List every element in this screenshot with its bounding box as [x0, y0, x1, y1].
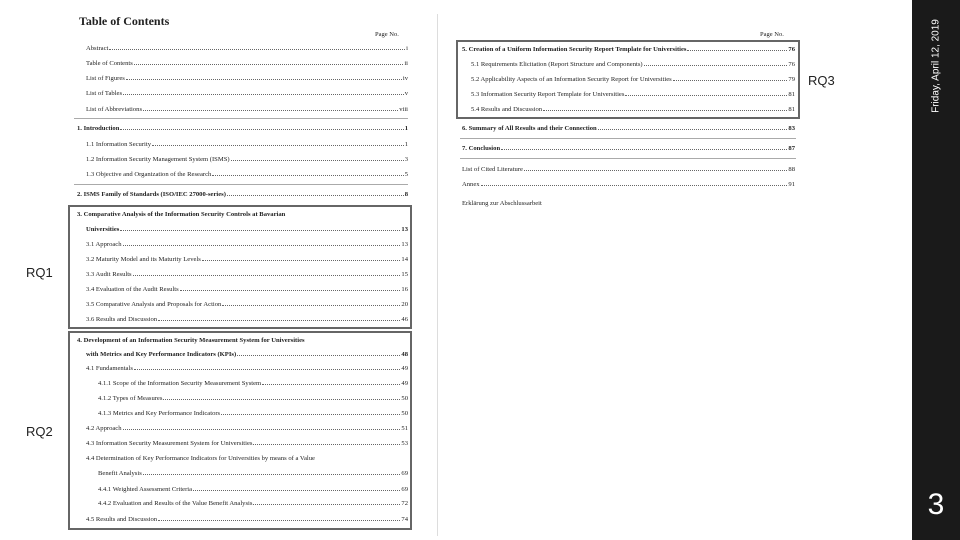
toc-entry-3-2[interactable]: [86, 255, 408, 265]
toc-entry-label: 5.2 Applicability Aspects of an Information Security Report for Universities: [471, 76, 672, 83]
leader-dots: [163, 399, 400, 400]
toc-entry-chapter-7[interactable]: [462, 144, 795, 154]
column-divider: [437, 14, 438, 536]
toc-entry-label: 5. Creation of a Uniform Information Security Report Template for Universities: [462, 46, 687, 53]
toc-entry-label: 1.1 Information Security: [86, 141, 152, 148]
toc-entry-cited-literature[interactable]: [462, 165, 795, 175]
leader-dots: [644, 65, 788, 66]
toc-entry-5-1[interactable]: [471, 60, 795, 70]
toc-entry-declaration[interactable]: Erklärung zur Abschlussarbeit: [462, 200, 542, 207]
section-separator: [460, 138, 796, 139]
section-separator: [74, 118, 408, 119]
toc-entry-page: 16: [401, 286, 408, 293]
toc-entry-4-1[interactable]: [86, 364, 408, 374]
toc-entry-page: 1: [404, 125, 408, 132]
toc-entry-page: 50: [401, 410, 408, 417]
toc-entry-label: List of Figures: [86, 75, 125, 82]
toc-entry-1-2[interactable]: [86, 155, 408, 165]
toc-entry-label: 7. Conclusion: [462, 145, 501, 152]
leader-dots: [134, 64, 404, 65]
toc-entry-page: 88: [788, 166, 795, 173]
toc-chapter-4-heading[interactable]: 4. Development of an Information Security Measurement System for Universities: [77, 337, 305, 344]
leader-dots: [221, 414, 400, 415]
toc-entry-label: 5.3 Information Security Report Template for Universities: [471, 91, 625, 98]
leader-dots: [120, 230, 400, 231]
leader-dots: [134, 369, 401, 370]
toc-entry-label: List of Tables: [86, 90, 123, 97]
section-separator: [460, 158, 796, 159]
leader-dots: [253, 504, 400, 505]
leader-dots: [227, 195, 404, 196]
toc-entry-4-1-3[interactable]: [98, 409, 408, 419]
toc-entry-label: Annex: [462, 181, 480, 188]
leader-dots: [212, 175, 403, 176]
leader-dots: [598, 129, 788, 130]
toc-entry-label: 1. Introduction: [77, 125, 120, 132]
toc-entry-4-2[interactable]: [86, 424, 408, 434]
toc-entry-page: 48: [401, 351, 408, 358]
toc-entry-5-2[interactable]: [471, 75, 795, 85]
toc-entry-page: iv: [402, 75, 408, 82]
rq3-label: RQ3: [808, 73, 835, 88]
toc-entry-4-4[interactable]: [98, 469, 408, 479]
toc-entry-label: Abstract: [86, 45, 109, 52]
toc-chapter-3-heading[interactable]: 3. Comparative Analysis of the Information Security Controls at Bavarian: [77, 211, 286, 218]
toc-entry-3-5[interactable]: [86, 300, 408, 310]
toc-entry-chapter-4[interactable]: [86, 350, 408, 360]
toc-entry-chapter-6[interactable]: [462, 124, 795, 134]
leader-dots: [152, 145, 404, 146]
toc-entry-page: 81: [788, 91, 795, 98]
toc-entry-label: Universities: [86, 226, 120, 233]
leader-dots: [543, 110, 787, 111]
toc-entry-page: 1: [404, 141, 408, 148]
toc-entry-4-5[interactable]: [86, 515, 408, 525]
toc-entry-chapter-2[interactable]: [77, 190, 408, 200]
toc-entry-page: 51: [401, 425, 408, 432]
toc-entry-label: 1.2 Information Security Management System (ISMS): [86, 156, 230, 163]
rq1-highlight-box: [68, 205, 412, 329]
toc-entry-page: 50: [401, 395, 408, 402]
toc-entry-label: 5.4 Results and Discussion: [471, 106, 543, 113]
leader-dots: [231, 160, 404, 161]
toc-entry-4-4-2[interactable]: [98, 499, 408, 509]
toc-entry-page: i: [406, 45, 408, 52]
toc-entry-5-4[interactable]: [471, 105, 795, 115]
leader-dots: [158, 320, 400, 321]
toc-entry-page: 14: [401, 256, 408, 263]
toc-entry-label: List of Abbreviations: [86, 106, 143, 113]
toc-entry-page: 8: [404, 191, 408, 198]
toc-entry-label: 4.1.2 Types of Measures: [98, 395, 163, 402]
toc-entry-page: 76: [788, 61, 795, 68]
toc-entry-page: v: [404, 90, 408, 97]
leader-dots: [673, 80, 788, 81]
toc-entry-page: 49: [401, 380, 408, 387]
toc-entry-chapter-5[interactable]: [462, 45, 795, 55]
section-separator: [74, 184, 408, 185]
toc-entry-label: 4.2 Approach: [86, 425, 122, 432]
toc-entry-label: with Metrics and Key Performance Indicators (KPIs): [86, 351, 237, 358]
toc-entry-page: 3: [404, 156, 408, 163]
toc-entry-label: 6. Summary of All Results and their Connection: [462, 125, 597, 132]
toc-entry-page: 72: [401, 500, 408, 507]
leader-dots: [123, 245, 401, 246]
toc-entry-label: 4.1.1 Scope of the Information Security Measurement System: [98, 380, 262, 387]
toc-entry-label: Table of Contents: [86, 60, 133, 67]
toc-entry-3-1[interactable]: [86, 240, 408, 250]
toc-entry-label: 4.5 Results and Discussion: [86, 516, 158, 523]
leader-dots: [123, 429, 401, 430]
toc-entry-label: 3.2 Maturity Model and its Maturity Levels: [86, 256, 201, 263]
rq2-label: RQ2: [26, 424, 53, 439]
toc-entry-label: 3.4 Evaluation of the Audit Results: [86, 286, 179, 293]
toc-entry-4-1-1[interactable]: [98, 379, 408, 389]
toc-entry-label: 4.1.3 Metrics and Key Performance Indicators: [98, 410, 221, 417]
toc-entry-1-3[interactable]: [86, 170, 408, 180]
toc-entry-page: 83: [788, 125, 795, 132]
toc-entry-chapter-3[interactable]: [86, 225, 408, 235]
toc-entry-page: ii: [404, 60, 408, 67]
leader-dots: [180, 290, 401, 291]
toc-entry-4-4-1[interactable]: [98, 485, 408, 495]
leader-dots: [501, 149, 787, 150]
toc-entry-label: 2. ISMS Family of Standards (ISO/IEC 27000-series): [77, 191, 226, 198]
toc-entry-page: 91: [788, 181, 795, 188]
rq1-label: RQ1: [26, 265, 53, 280]
toc-entry-page: 69: [401, 486, 408, 493]
toc-title: Table of Contents: [79, 14, 170, 28]
slide-number: 3: [927, 488, 945, 521]
toc-entry-label: 3.1 Approach: [86, 241, 122, 248]
toc-entry-list-of-figures[interactable]: [86, 74, 408, 84]
toc-entry-3-3[interactable]: [86, 270, 408, 280]
toc-entry-label: 4.3 Information Security Measurement System for Universities: [86, 440, 253, 447]
leader-dots: [687, 50, 787, 51]
toc-entry-label: 3.5 Comparative Analysis and Proposals for Action: [86, 301, 222, 308]
toc-entry-page: 79: [788, 76, 795, 83]
toc-entry-label: 3.6 Results and Discussion: [86, 316, 158, 323]
toc-entry-list-of-tables[interactable]: [86, 89, 408, 99]
leader-dots: [202, 260, 401, 261]
leader-dots: [143, 474, 401, 475]
right-page-no-header: Page No.: [760, 31, 784, 38]
toc-entry-label: 1.3 Objective and Organization of the Research: [86, 171, 212, 178]
toc-entry-3-4[interactable]: [86, 285, 408, 295]
toc-entry-table-of-contents[interactable]: [86, 59, 408, 69]
toc-entry-label: Benefit Analysis: [98, 470, 142, 477]
toc-entry-label: List of Cited Literature: [462, 166, 523, 173]
toc-entry-3-6[interactable]: [86, 315, 408, 325]
toc-entry-label: 4.1 Fundamentals: [86, 365, 133, 372]
toc-entry-1-1[interactable]: [86, 140, 408, 150]
toc-entry-label: 5.1 Requirements Elicitation (Report Structure and Components): [471, 61, 643, 68]
toc-entry-page: 5: [404, 171, 408, 178]
toc-entry-abstract[interactable]: [86, 44, 408, 54]
toc-entry-page: 53: [401, 440, 408, 447]
leader-dots: [262, 384, 400, 385]
leader-dots: [222, 305, 400, 306]
slide-date: Friday, April 12, 2019: [930, 19, 942, 113]
toc-entry-list-of-abbreviations[interactable]: [86, 105, 408, 115]
leader-dots: [253, 444, 400, 445]
leader-dots: [193, 490, 400, 491]
toc-entry-chapter-1[interactable]: [77, 124, 408, 134]
toc-entry-label: 4.4.2 Evaluation and Results of the Value Benefit Analysis: [98, 500, 253, 507]
toc-entry-page: 76: [788, 46, 795, 53]
leader-dots: [625, 95, 787, 96]
leader-dots: [133, 275, 401, 276]
toc-entry-page: 49: [401, 365, 408, 372]
leader-dots: [123, 94, 404, 95]
leader-dots: [524, 170, 787, 171]
toc-entry-page: 13: [401, 241, 408, 248]
leader-dots: [481, 185, 788, 186]
leader-dots: [120, 129, 403, 130]
leader-dots: [237, 355, 400, 356]
toc-entry-page: 81: [788, 106, 795, 113]
toc-entry-4-3[interactable]: [86, 439, 408, 449]
toc-entry-page: 20: [401, 301, 408, 308]
leader-dots: [126, 79, 402, 80]
leader-dots: [109, 49, 405, 50]
toc-entry-annex[interactable]: [462, 180, 795, 190]
toc-entry-page: 74: [401, 516, 408, 523]
toc-entry-label: 3.3 Audit Results: [86, 271, 132, 278]
toc-entry-4-4-heading[interactable]: 4.4 Determination of Key Performance Indicators for Universities by means of a Value: [86, 455, 315, 462]
toc-entry-page: 46: [401, 316, 408, 323]
toc-entry-4-1-2[interactable]: [98, 394, 408, 404]
toc-entry-page: 13: [401, 226, 408, 233]
leader-dots: [158, 520, 400, 521]
toc-entry-page: 15: [401, 271, 408, 278]
toc-entry-label: 4.4.1 Weighted Assessment Criteria: [98, 486, 193, 493]
toc-entry-page: 69: [401, 470, 408, 477]
toc-entry-page: viii: [399, 106, 408, 113]
toc-entry-page: 87: [788, 145, 795, 152]
leader-dots: [143, 110, 398, 111]
toc-entry-5-3[interactable]: [471, 90, 795, 100]
left-page-no-header: Page No.: [375, 31, 399, 38]
